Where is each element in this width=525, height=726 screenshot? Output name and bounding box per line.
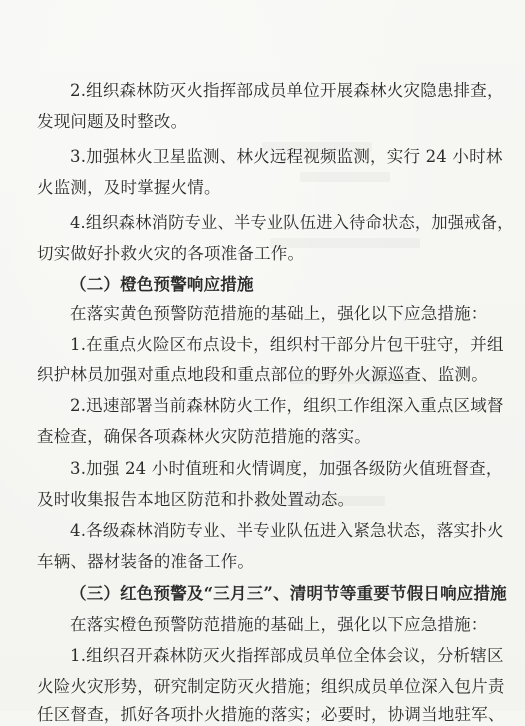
body-text-line: 发现问题及时整改。 [37,112,188,131]
bleed-through-mark [300,172,390,182]
body-text-line: 任区督查，抓好各项扑火措施的落实；必要时，协调当地驻军、 [37,705,505,724]
body-text-line: 及时收集报告本地区防范和扑救处置动态。 [37,490,355,509]
body-text-line: 查检查，确保各项森林火灾防范措施的落实。 [37,427,371,446]
body-text-line: 2.迅速部署当前森林防火工作，组织工作组深入重点区域督 [70,396,504,415]
body-text-line: 1.组织召开森林防灭火指挥部成员单位全体会议，分析辖区 [70,646,504,665]
body-text-line: 在落实黄色预警防范措施的基础上，强化以下应急措施： [70,304,488,323]
body-text-line: 火监测，及时掌握火情。 [37,178,221,197]
body-text-line: 火险火灾形势，研究制定防灭火措施；组织成员单位深入包片责 [37,677,505,696]
body-text-line: 在落实橙色预警防范措施的基础上，强化以下应急措施： [70,615,488,634]
body-text-line: 3.加强 24 小时值班和火情调度，加强各级防火值班督查， [70,459,503,478]
body-text-line: 1.在重点火险区布点设卡，组织村干部分片包干驻守，并组 [70,335,504,354]
body-text-line: 车辆、器材装备的准备工作。 [37,552,255,571]
body-text-line: 切实做好扑救火灾的各项准备工作。 [37,244,305,263]
section-heading: （三）红色预警及“三月三”、清明节等重要节假日响应措施 [70,584,507,603]
section-heading: （二）橙色预警响应措施 [70,275,254,294]
body-text-line: 4.组织森林消防专业、半专业队伍进入待命状态，加强戒备， [70,213,514,232]
body-text-line: 3.加强林火卫星监测、林火远程视频监测，实行 24 小时林 [70,147,503,166]
body-text-line: 织护林员加强对重点地段和重点部位的野外火源巡查、监测。 [37,365,488,384]
body-text-line: 2.组织森林防灭火指挥部成员单位开展森林火灾隐患排查， [70,81,504,100]
body-text-line: 4.各级森林消防专业、半专业队伍进入紧急状态，落实扑火 [70,521,504,540]
